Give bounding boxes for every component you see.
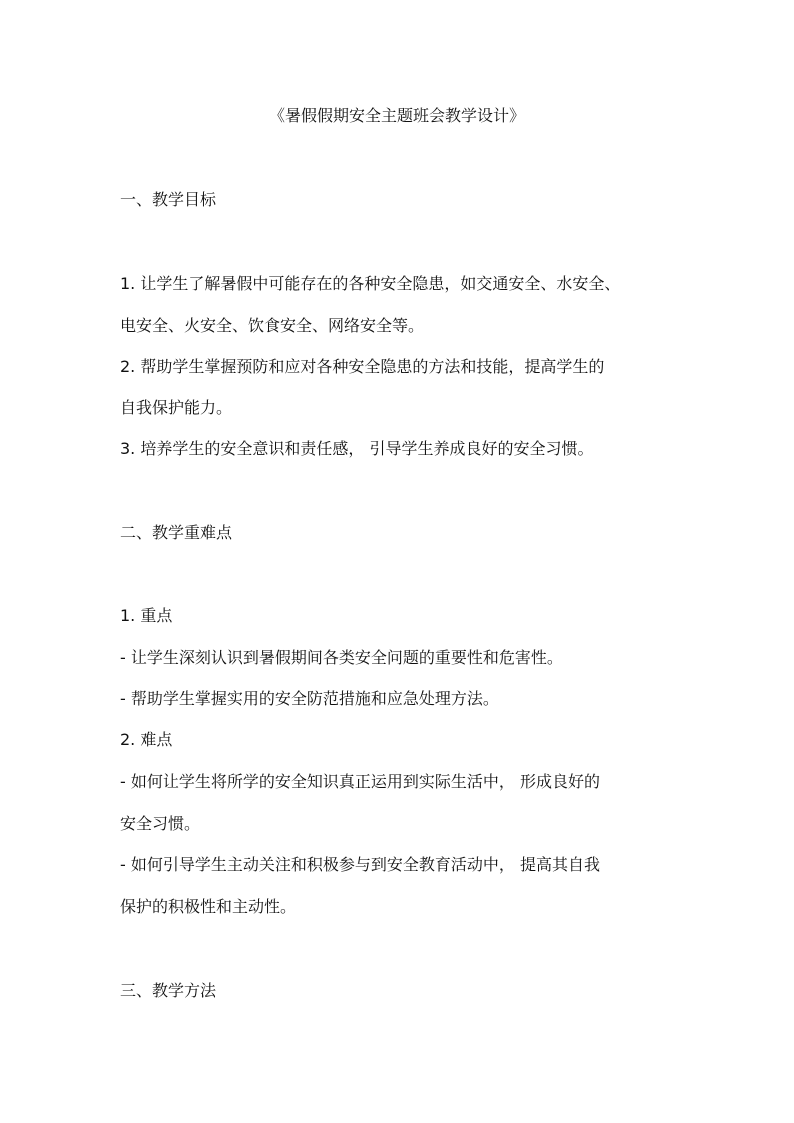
- document-title: 《暑假假期安全主题班会教学设计》: [268, 106, 525, 125]
- difficult-points-label: 2. 难点: [120, 730, 173, 749]
- key-point-item-1: - 让学生深刻认识到暑假期间各类安全问题的重要性和危害性。: [120, 648, 563, 667]
- key-points-label: 1. 重点: [120, 606, 173, 625]
- key-point-item-2: - 帮助学生掌握实用的安全防范措施和应急处理方法。: [120, 689, 499, 708]
- difficult-point-item-2: - 如何引导学生主动关注和积极参与到安全教育活动中， 提高其自我: [120, 855, 600, 874]
- objective-line-1-cont: 电安全、火安全、饮食安全、网络安全等。: [120, 316, 425, 335]
- objective-line-2: 2. 帮助学生掌握预防和应对各种安全隐患的方法和技能，提高学生的: [120, 357, 605, 376]
- difficult-point-item-2-cont: 保护的积极性和主动性。: [120, 897, 297, 916]
- objective-line-1: 1. 让学生了解暑假中可能存在的各种安全隐患，如交通安全、水安全、: [120, 274, 621, 293]
- objective-line-3: 3. 培养学生的安全意识和责任感， 引导学生养成良好的安全习惯。: [120, 439, 594, 458]
- section-heading-key-points: 二、教学重难点: [120, 523, 233, 542]
- section-heading-objectives: 一、教学目标: [120, 190, 217, 209]
- difficult-point-item-1: - 如何让学生将所学的安全知识真正运用到实际生活中， 形成良好的: [120, 772, 600, 791]
- objective-line-2-cont: 自我保护能力。: [120, 398, 233, 417]
- section-heading-methods: 三、教学方法: [120, 981, 217, 1000]
- difficult-point-item-1-cont: 安全习惯。: [120, 814, 201, 833]
